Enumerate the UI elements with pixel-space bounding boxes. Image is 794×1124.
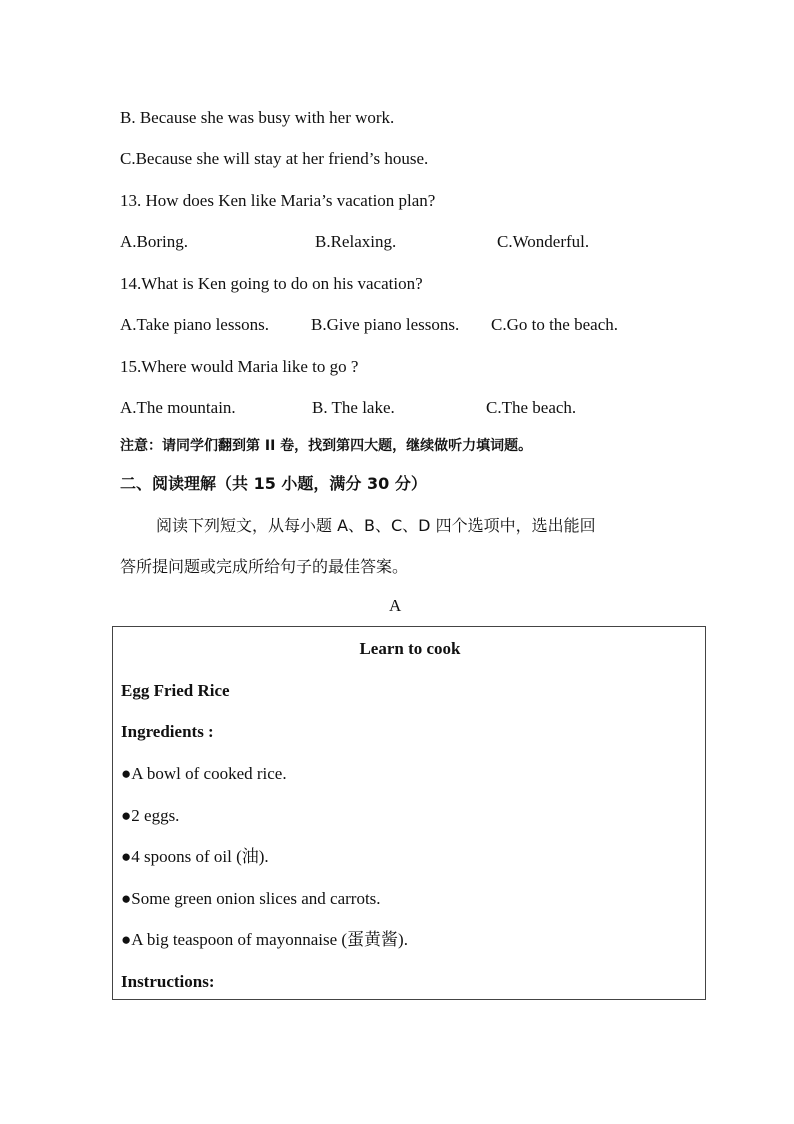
passage-label: A	[389, 596, 402, 615]
recipe-title: Learn to cook	[359, 639, 461, 658]
section-instruction-line2: 答所提问题或完成所给句子的最佳答案。	[120, 557, 409, 576]
section-title: 二、阅读理解（共 15 小题，满分 30 分）	[120, 474, 427, 493]
q13-option-c: C.Wonderful.	[497, 232, 590, 251]
q14-option-b: B.Give piano lessons.	[311, 315, 460, 334]
q15-option-b: B. The lake.	[312, 398, 395, 417]
ingredient-item: ●4 spoons of oil (油).	[121, 847, 269, 866]
q13-option-a: A.Boring.	[120, 232, 188, 251]
q14-stem: 14.What is Ken going to do on his vacation?	[120, 274, 423, 293]
ingredient-item: ●A big teaspoon of mayonnaise (蛋黄酱).	[121, 930, 408, 949]
q15-stem: 15.Where would Maria like to go ?	[120, 357, 359, 376]
q14-option-c: C.Go to the beach.	[491, 315, 618, 334]
q14-option-a: A.Take piano lessons.	[120, 315, 269, 334]
section-instruction-line1: 阅读下列短文，从每小题 A、B、C、D 四个选项中，选出能回	[156, 516, 596, 535]
ingredient-item: ●2 eggs.	[121, 806, 180, 825]
q15-option-a: A.The mountain.	[120, 398, 236, 417]
notice-text: 注意：请同学们翻到第 II 卷，找到第四大题，继续做听力填词题。	[120, 438, 533, 454]
dish-name: Egg Fried Rice	[121, 681, 230, 700]
ingredient-item: ●A bowl of cooked rice.	[121, 764, 287, 783]
q12-option-c: C.Because she will stay at her friend’s house.	[120, 149, 429, 168]
q13-option-b: B.Relaxing.	[315, 232, 397, 251]
q13-stem: 13. How does Ken like Maria’s vacation plan?	[120, 191, 436, 210]
instructions-heading: Instructions:	[121, 972, 215, 991]
q12-option-b: B. Because she was busy with her work.	[120, 108, 395, 127]
recipe-box	[112, 626, 706, 1000]
ingredient-item: ●Some green onion slices and carrots.	[121, 889, 381, 908]
q15-option-c: C.The beach.	[486, 398, 577, 417]
ingredients-heading: Ingredients :	[121, 722, 214, 741]
